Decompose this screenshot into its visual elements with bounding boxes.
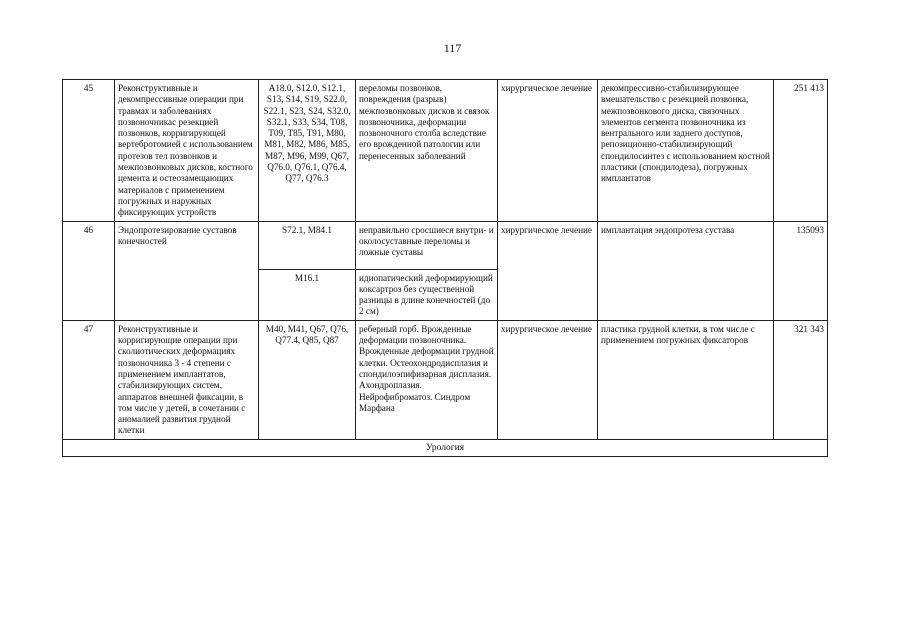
row-number: 45 bbox=[63, 80, 115, 222]
cost: 321 343 bbox=[774, 320, 828, 439]
treatment-method: пластика грудной клетки, в том числе с применением погружных фиксаторов bbox=[598, 320, 774, 439]
section-row bbox=[63, 439, 828, 456]
treatment-method: декомпрессивно-стабилизирующее вмешательство с резекцией позвонка, межпозвонкового диска, связочных элементов сегмента позвоночника из вентрального или заднего доступов, репозиционно-стабилизирующий спондилосинтез с использованием костной пластики (спондилодеза), погружных имплантатов bbox=[598, 80, 774, 222]
row-number: 46 bbox=[63, 221, 115, 320]
icd-codes: A18.0, S12.0, S12.1, S13, S14, S19, S22.0, S22.1, S23, S24, S32.0, S32.1, S33, S34, T08, T09, T85, T91, M80, M81, M82, M86, M85, M87, M96, M99, Q67, Q76.0, Q76.1, Q76.4, Q77, Q76.3 bbox=[259, 80, 356, 222]
treatment-type: хирургическое лечение bbox=[498, 221, 598, 320]
service-name: Эндопротезирование суставов конечностей bbox=[115, 221, 259, 320]
cost: 135093 bbox=[774, 221, 828, 320]
service-name: Реконструктивные и декомпрессивные операции при травмах и заболеваниях позвоночникас резекцией позвонков, корригирующей вертебротомией с использованием протезов тел позвонков и межпозвонковых дисков, костного цемента и остеозамещающих материалов с применением погружных и наружных фиксирующих устройств bbox=[115, 80, 259, 222]
treatment-method: имплантация эндопротеза сустава bbox=[598, 221, 774, 320]
table-row bbox=[63, 221, 828, 269]
treatment-type: хирургическое лечение bbox=[498, 80, 598, 222]
table-row bbox=[63, 80, 828, 222]
table-row bbox=[63, 320, 828, 439]
row-number: 47 bbox=[63, 320, 115, 439]
service-name: Реконструктивные и корригирующие операции при сколиотических деформациях позвоночника 3 - 4 степени с применением имплантатов, стабилизирующих систем, аппаратов внешней фиксации, в том числе у детей, в сочетании с аномалией развития грудной клетки bbox=[115, 320, 259, 439]
cost: 251 413 bbox=[774, 80, 828, 222]
diagnosis: неправильно сросшиеся внутри- и околосуставные переломы и ложные суставы bbox=[356, 221, 498, 269]
diagnosis: идиопатический деформирующий коксартроз без существенной разницы в длине конечностей (до 2 см) bbox=[356, 269, 498, 320]
section-heading: Урология bbox=[63, 439, 828, 456]
treatment-type: хирургическое лечение bbox=[498, 320, 598, 439]
diagnosis: реберный горб. Врожденные деформации позвоночника. Врожденные деформации грудной клетки. Остеохондродисплазия и спондилоэпифизарная дисплазия. Ахондроплазия. Нейрофиброматоз. Синдром Марфана bbox=[356, 320, 498, 439]
services-table bbox=[62, 79, 828, 457]
icd-codes: M40, M41, Q67, Q76, Q77.4, Q85, Q87 bbox=[259, 320, 356, 439]
icd-codes: S72.1, M84.1 bbox=[259, 221, 356, 269]
page-number: 117 bbox=[443, 41, 462, 55]
diagnosis: переломы позвонков, повреждения (разрыв) межпозвонковых дисков и связок позвоночника, деформации позвоночного столба вследствие его врожденной патологии или перенесенных заболеваний bbox=[356, 80, 498, 222]
icd-codes: M16.1 bbox=[259, 269, 356, 320]
